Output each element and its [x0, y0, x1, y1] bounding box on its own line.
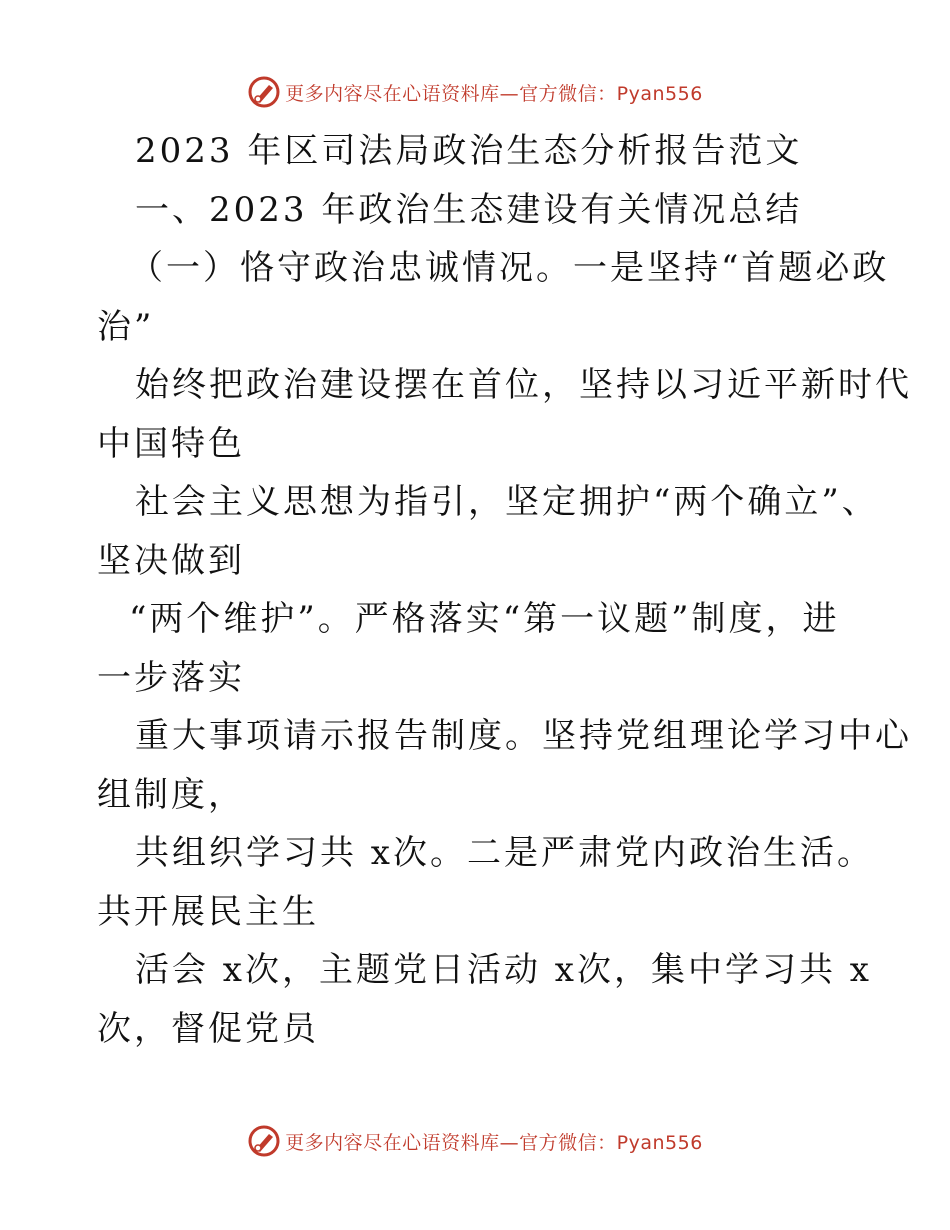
- paragraph-line: 组制度，: [97, 774, 245, 815]
- document-title: 2023 年区司法局政治生态分析报告范文: [135, 131, 803, 171]
- paragraph-line: 次，督促党员: [97, 1008, 319, 1049]
- paragraph-line: 活会 x次，主题党日活动 x次，集中学习共 x: [135, 950, 872, 990]
- document-body: [97, 122, 912, 1058]
- paragraph-line: 中国特色: [97, 423, 245, 464]
- paragraph-line: 共组织学习共 x次。二是严肃党内政治生活。: [135, 833, 874, 873]
- paragraph-line: 坚决做到: [97, 540, 245, 581]
- paragraph-line: “两个维护”。严格落实“第一议题”制度，进: [129, 599, 840, 639]
- footer-banner-text: 更多内容尽在心语资料库—官方微信：Pyan556: [285, 1131, 703, 1154]
- paragraph-line: 治”: [97, 306, 155, 347]
- footer-banner: [0, 1121, 950, 1161]
- pen-logo-icon: [247, 75, 281, 109]
- paragraph-line: 一步落实: [97, 657, 245, 698]
- section-heading: 一、2023 年政治生态建设有关情况总结: [135, 189, 803, 230]
- paragraph-line: 社会主义思想为指引，坚定拥护“两个确立”、: [135, 482, 879, 522]
- paragraph-line: （一）恪守政治忠诚情况。一是坚持“首题必政: [129, 248, 890, 288]
- header-banner-text: 更多内容尽在心语资料库—官方微信：Pyan556: [285, 82, 703, 105]
- paragraph-line: 重大事项请示报告制度。坚持党组理论学习中心: [135, 716, 912, 756]
- paragraph-line: 共开展民主生: [97, 891, 319, 932]
- paragraph-line: 始终把政治建设摆在首位，坚持以习近平新时代: [135, 365, 912, 405]
- header-banner: [0, 72, 950, 112]
- pen-logo-icon: [247, 1124, 281, 1158]
